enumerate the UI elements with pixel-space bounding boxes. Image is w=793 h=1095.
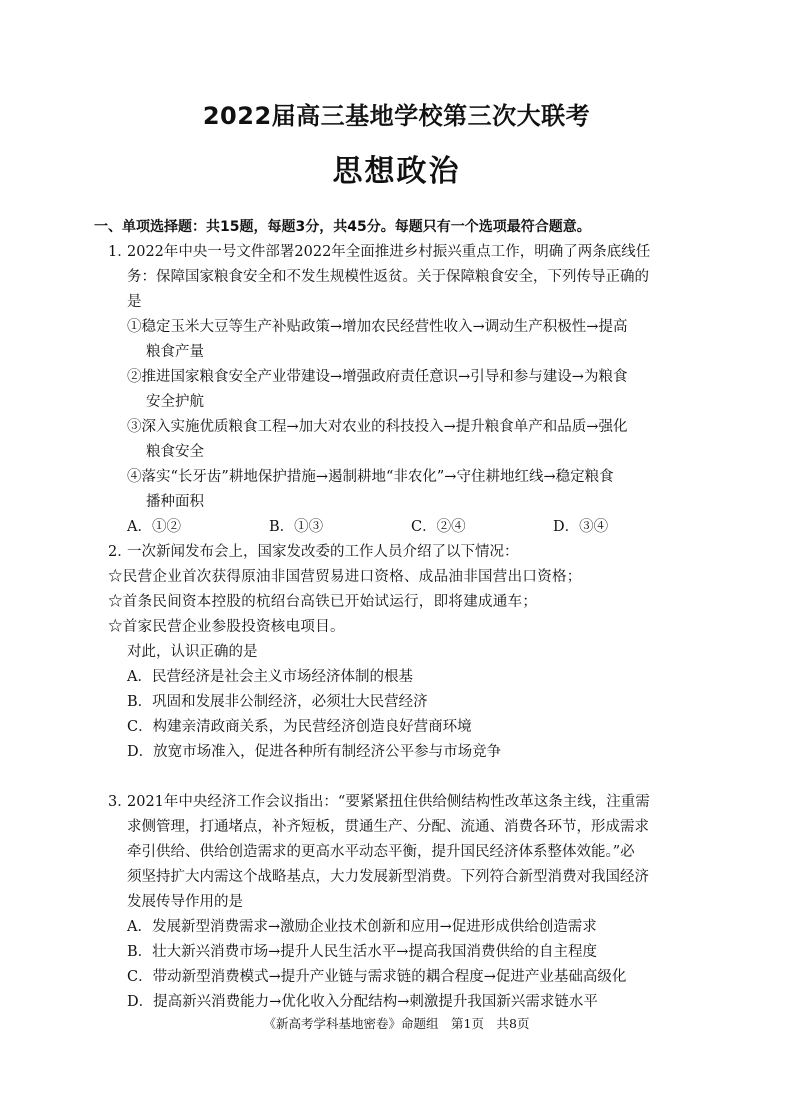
exam-title: 2022届高三基地学校第三次大联考 bbox=[202, 102, 591, 130]
question-number: 3． bbox=[108, 794, 132, 810]
statement-item: ④落实“长牙齿”耕地保护措施→遏制耕地“非农化”→守住耕地红线→稳定粮食 播种面积 bbox=[127, 469, 614, 510]
question-1 bbox=[108, 240, 698, 540]
question-1-stem-line: 是 bbox=[127, 294, 142, 310]
question-3-stem-line: 发展传导作用的是 bbox=[127, 894, 243, 910]
option-a: A．民营经济是社会主义市场经济体制的根基 bbox=[127, 669, 413, 685]
statement-item: ③深入实施优质粮食工程→加大对农业的科技投入→提升粮食单产和品质→强化 粮食安全 bbox=[127, 419, 628, 460]
option-d: D．放宽市场准入，促进各种所有制经济公平参与市场竞争 bbox=[127, 744, 502, 760]
option-b: B．①③ bbox=[269, 519, 324, 535]
subject-title: 思想政治 bbox=[332, 154, 461, 189]
question-3-stem-line: 须坚持扩大内需这个战略基点，大力发展新型消费。下列符合新型消费对我国经济 bbox=[127, 869, 649, 885]
question-2-ask: 对此，认识正确的是 bbox=[127, 644, 258, 660]
question-2-stem-line: 2．一次新闻发布会上，国家发改委的工作人员介绍了以下情况： bbox=[108, 540, 698, 565]
statement-item: ①稳定玉米大豆等生产补贴政策→增加农民经营性收入→调动生产积极性→提高 粮食产量 bbox=[127, 319, 628, 360]
option-a: A．发展新型消费需求→激励企业技术创新和应用→促进形成供给创造需求 bbox=[127, 919, 597, 935]
option-a: A．①② bbox=[127, 519, 181, 535]
question-number: 1． bbox=[108, 244, 132, 260]
question-3-stem-line: 3．2021年中央经济工作会议指出：“要紧紧扭住供给侧结构性改革这条主线，注重需 bbox=[108, 790, 698, 815]
info-item: ☆首条民间资本控股的杭绍台高铁已开始试运行，即将建成通车； bbox=[108, 594, 538, 610]
option-c: C．②④ bbox=[411, 519, 466, 535]
question-3-stem-line: 求侧管理，打通堵点，补齐短板，贯通生产、分配、流通、消费各环节，形成需求 bbox=[127, 819, 649, 835]
option-c: C．带动新型消费模式→提升产业链与需求链的耦合程度→促进产业基础高级化 bbox=[127, 969, 627, 985]
question-1-stem-line: 务：保障国家粮食安全和不发生规模性返贫。关于保障粮食安全，下列传导正确的 bbox=[127, 269, 649, 285]
question-3 bbox=[108, 790, 698, 1015]
option-d: D．提高新兴消费能力→优化收入分配结构→刺激提升我国新兴需求链水平 bbox=[127, 994, 598, 1010]
statement-item: ②推进国家粮食安全产业带建设→增强政府责任意识→引导和参与建设→为粮食 安全护航 bbox=[127, 369, 628, 410]
page-footer: 《新高考学科基地密卷》命题组 第1页 共8页 bbox=[263, 1016, 530, 1031]
info-item: ☆首家民营企业参股投资核电项目。 bbox=[108, 619, 345, 635]
question-2 bbox=[108, 540, 698, 765]
option-b: B．巩固和发展非公制经济，必须壮大民营经济 bbox=[127, 694, 428, 710]
info-item: ☆民营企业首次获得原油非国营贸易进口资格、成品油非国营出口资格； bbox=[108, 569, 582, 585]
question-3-stem-line: 牵引供给、供给创造需求的更高水平动态平衡，提升国民经济体系整体效能。”必 bbox=[127, 844, 635, 860]
answer-options bbox=[108, 515, 698, 540]
option-b: B．壮大新兴消费市场→提升人民生活水平→提高我国消费供给的自主程度 bbox=[127, 944, 597, 960]
question-1-stem-line: 1．2022年中央一号文件部署2022年全面推进乡村振兴重点工作，明确了两条底线任 bbox=[108, 240, 698, 265]
option-c: C．构建亲清政商关系，为民营经济创造良好营商环境 bbox=[127, 719, 472, 735]
question-number: 2． bbox=[108, 544, 132, 560]
section-heading: 一、单项选择题：共15题，每题3分，共45分。每题只有一个选项最符合题意。 bbox=[94, 219, 591, 235]
option-d: D．③④ bbox=[553, 519, 609, 535]
